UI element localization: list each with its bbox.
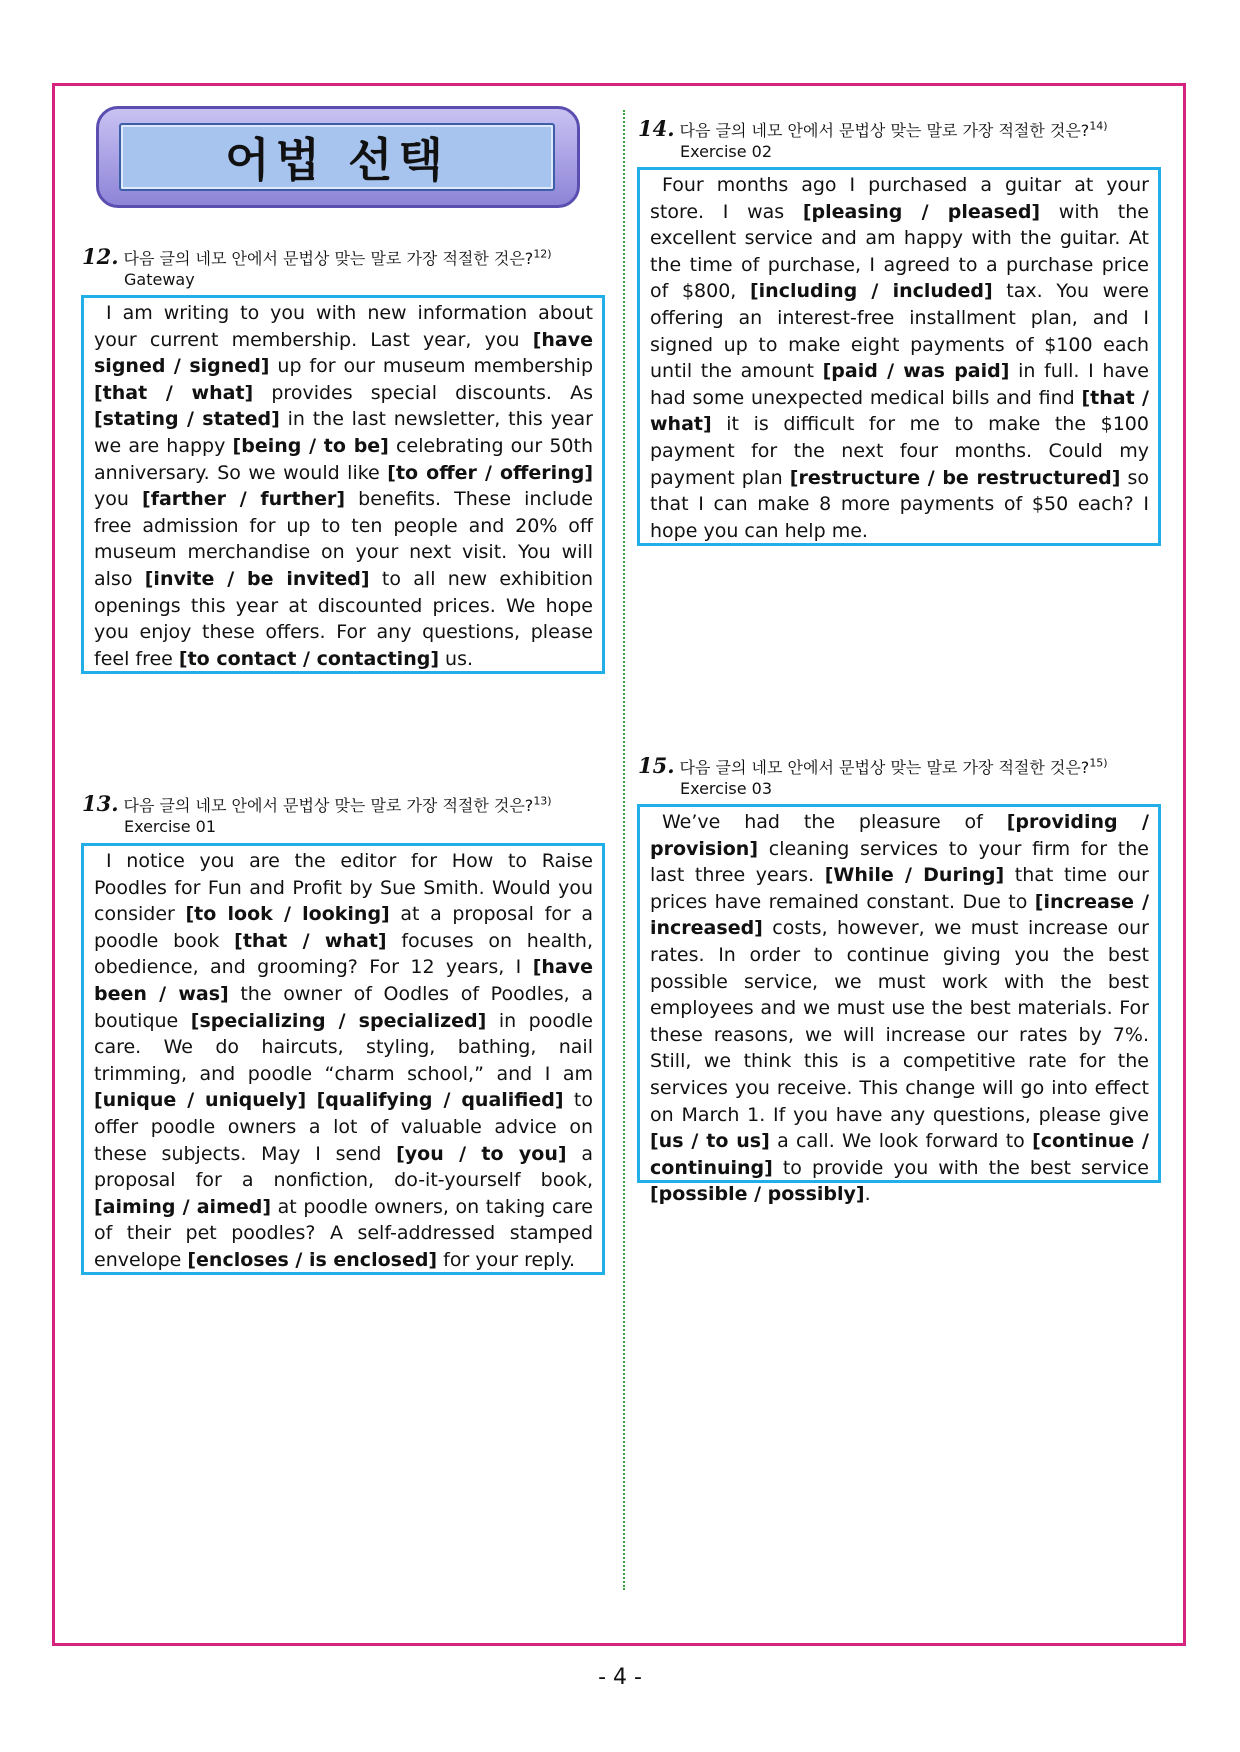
passage-text: benefits. These include free admission for up to ten people and 20% off museum merchandise on your next visit. You will also (94, 488, 593, 590)
passage-text: at poodle owners, on taking care of their pet poodles? A self-addressed stamped envelope (94, 1195, 593, 1271)
passage-text (306, 1089, 316, 1111)
grammar-choice: [possible / possibly] (650, 1183, 865, 1206)
passage-text: to provide you with the best service (772, 1156, 1149, 1179)
grammar-choice: [continue / continuing] (650, 1130, 1149, 1179)
passage-text: tax. You were offering an interest-free installment plan, and I signed up to make eight payments of $100 each until the amount (650, 280, 1149, 383)
passage-text: in poodle care. We do haircuts, styling, bathing, nail trimming, and poodle “charm school,” and I am (94, 1009, 593, 1085)
question-prompt: 다음 글의 네모 안에서 문법상 맞는 말로 가장 적절한 것은? (123, 249, 534, 268)
question-source: Exercise 03 (680, 779, 773, 798)
passage-text: . (864, 1183, 871, 1206)
passage-indent (650, 811, 662, 833)
question-prompt: 다음 글의 네모 안에서 문법상 맞는 말로 가장 적절한 것은? (679, 121, 1090, 140)
question-15-passage (637, 804, 1161, 1206)
grammar-choice: [stating / stated] (94, 408, 280, 431)
grammar-choice: [farther / further] (142, 488, 346, 511)
passage-text: the owner of Oodles of Poodles, a boutique (94, 982, 593, 1032)
question-12-passage (81, 295, 605, 674)
grammar-choice: [specializing / specialized] (190, 1009, 487, 1032)
question-prompt: 다음 글의 네모 안에서 문법상 맞는 말로 가장 적절한 것은? (679, 758, 1090, 777)
passage-text: I notice you are the editor for How to Raise Poodles for Fun and Profit by Sue Smith. Would you consider (94, 850, 593, 926)
passage-text: Four months ago I purchased a guitar at your store. I was (650, 174, 1149, 223)
passage-text: with the excellent service and am happy with the guitar. At the time of purchase, I agreed to a purchase price of $800, (650, 200, 1149, 303)
grammar-choice: [that / what] (94, 381, 254, 404)
question-source: Exercise 01 (124, 817, 217, 836)
grammar-choice: [aiming / aimed] (94, 1195, 272, 1218)
grammar-choice: [us / to us] (650, 1130, 770, 1153)
question-ref: 12) (533, 247, 552, 261)
grammar-choice: [to offer / offering] (387, 461, 593, 484)
title-panel (119, 123, 555, 191)
grammar-choice: [to look / looking] (185, 903, 390, 926)
grammar-choice: [paid / was paid] (822, 360, 1010, 383)
page-number: - 4 - (598, 1665, 642, 1690)
question-number: 13. (82, 791, 119, 816)
question-ref: 14) (1089, 119, 1108, 133)
grammar-choice: [have signed / signed] (94, 328, 593, 378)
passage-text: in the last newsletter, this year we are happy (94, 408, 593, 457)
question-source: Exercise 02 (680, 142, 773, 161)
grammar-choice: [invite / be invited] (144, 567, 370, 590)
passage-text: up for our museum membership (269, 355, 593, 378)
grammar-choice: [increase / increased] (650, 890, 1150, 940)
question-12-header (82, 244, 622, 289)
grammar-choice: [While / During] (824, 864, 1005, 887)
passage-indent (650, 174, 662, 196)
page-title: 어법 선택 (225, 133, 449, 187)
question-13-header (82, 791, 622, 836)
question-source: Gateway (124, 270, 195, 289)
grammar-choice: [that / what] (234, 929, 387, 952)
passage-text: focuses on health, obedience, and grooming? For 12 years, I (94, 929, 593, 979)
passage-text: it is difficult for me to make the $100 payment for the next four months. Could my payment plan (650, 413, 1149, 489)
question-number: 14. (638, 116, 675, 141)
grammar-choice: [encloses / is enclosed] (187, 1248, 438, 1271)
question-14-header (638, 116, 1178, 161)
question-15-header (638, 753, 1178, 798)
passage-text: that time our prices have remained constant. Due to (650, 864, 1149, 913)
passage-text: a proposal for a nonfiction, do-it-yourself book, (94, 1142, 593, 1192)
grammar-choice: [pleasing / pleased] (802, 200, 1041, 223)
column-divider (623, 110, 625, 1590)
question-number: 15. (638, 753, 675, 778)
passage-text: us. (439, 647, 474, 670)
passage-text: I am writing to you with new information about your current membership. Last year, you (94, 302, 593, 351)
passage-text: to offer poodle owners a lot of valuable advice on these subjects. May I send (94, 1089, 593, 1165)
question-ref: 15) (1089, 756, 1108, 770)
grammar-choice: [qualifying / qualified] (316, 1089, 564, 1112)
grammar-choice: [you / to you] (396, 1142, 567, 1165)
passage-text: in full. I have had some unexpected medical bills and find (650, 360, 1149, 409)
question-prompt: 다음 글의 네모 안에서 문법상 맞는 말로 가장 적절한 것은? (123, 796, 534, 815)
question-number: 12. (82, 244, 119, 269)
grammar-choice: [restructure / be restructured] (789, 466, 1121, 489)
grammar-choice: [being / to be] (232, 434, 389, 457)
grammar-choice: [have been / was] (94, 956, 593, 1005)
question-ref: 13) (533, 794, 552, 808)
title-badge (96, 106, 580, 208)
passage-text: to all new exhibition openings this year at discounted prices. We hope you enjoy these offers. For any questions, please feel free (94, 567, 593, 670)
passage-text: a call. We look forward to (769, 1130, 1033, 1153)
passage-indent (94, 302, 106, 324)
passage-text: at a proposal for a poodle book (94, 903, 593, 952)
grammar-choice: [unique / uniquely] (94, 1089, 307, 1112)
grammar-choice: [to contact / contacting] (178, 647, 439, 670)
passage-text: cleaning services to your firm for the last three years. (650, 837, 1149, 887)
passage-text: for your reply. (437, 1248, 576, 1271)
passage-text: so that I can make 8 more payments of $50 each? I hope you can help me. (650, 466, 1149, 542)
passage-indent (94, 850, 106, 872)
grammar-choice: [that / what] (650, 386, 1149, 436)
question-14-passage (637, 167, 1161, 546)
passage-text: you (94, 488, 143, 511)
grammar-choice: [providing / provision] (650, 811, 1149, 860)
question-13-passage (81, 843, 605, 1275)
passage-text: celebrating our 50th anniversary. So we would like (94, 434, 594, 484)
grammar-choice: [including / included] (749, 280, 993, 303)
passage-text: provides special discounts. As (253, 381, 593, 404)
passage-text: We’ve had the pleasure of (662, 811, 1007, 833)
passage-text: costs, however, we must increase our rates. In order to continue giving you the best possible service, we must work with the best employees and we must use the best materials. For these reasons, we will increase our rates by 7%. Still, we think this is a competitive rate for the services you receive. This change will go into effect on March 1. If you have any questions, please give (650, 917, 1149, 1126)
